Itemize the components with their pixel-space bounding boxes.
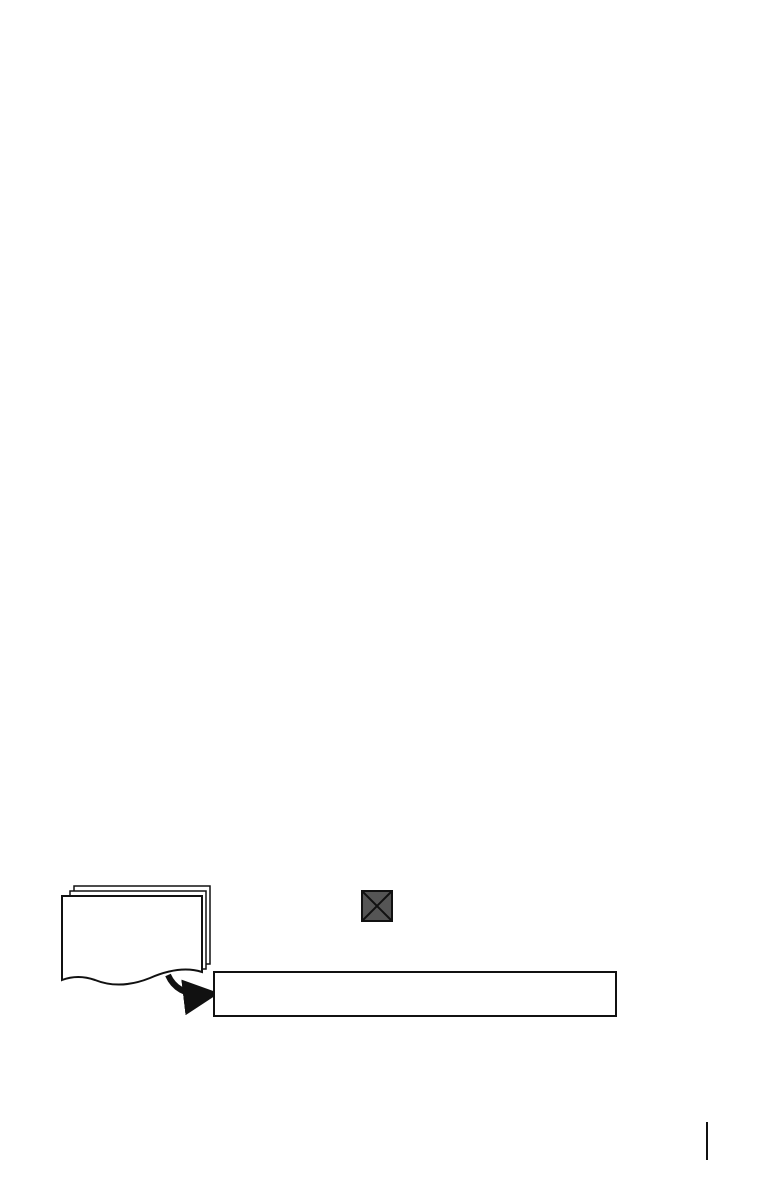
line-bar — [214, 972, 616, 1016]
orders-document-stack — [62, 886, 210, 985]
ipk-legend — [362, 891, 392, 921]
orders-to-line-arrow — [168, 975, 212, 995]
footer-divider — [706, 1122, 708, 1160]
